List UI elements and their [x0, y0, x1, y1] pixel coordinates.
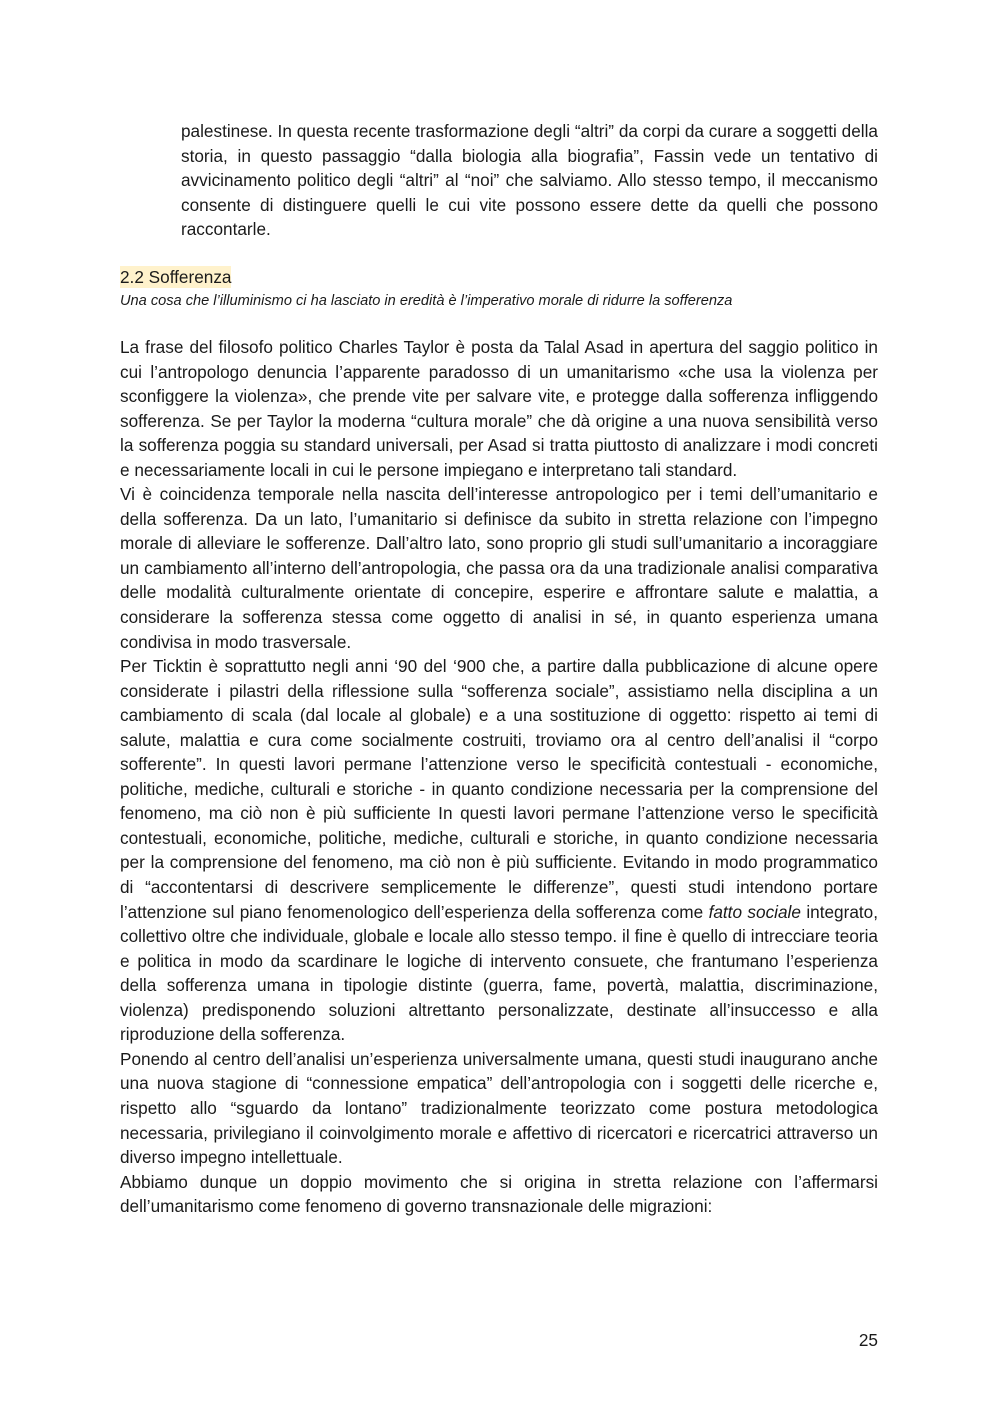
- page-number: 25: [858, 1330, 878, 1350]
- paragraph-3-text-end: integrato, collettivo oltre che individuale, globale e locale allo stesso tempo. il fine è quello di intrecciare teoria e politica in modo da scardinare le logiche di intervento consuete, che frantumano l’esperienza della sofferenza umana in tipologie distinte (guerra, fame, povertà, malattia, discriminazione, violenza) predisponendo soluzioni altrettanto personalizzate, destinate all’insuccesso e alla riproduzione della sofferenza.: [120, 901, 878, 1045]
- paragraph-2: Vi è coincidenza temporale nella nascita dell’interesse antropologico per i temi dell’umanitario e della sofferenza. Da un lato, l’umanitario si definisce da subito in stretta relazione con l’impegno morale di alleviare le sofferenze. Dall’altro lato, sono proprio gli studi sull’umanitario a incoraggiare un cambiamento all’interno dell’antropologia, che passa ora da una tradizionale analisi comparativa delle modalità culturalmente orientate di concepire, esperire e affrontare salute e malattia, a considerare la sofferenza stessa come oggetto di analisi in sé, in quanto esperienza umana condivisa in modo trasversale.: [120, 484, 878, 652]
- section-epigraph: Una cosa che l’illuminismo ci ha lasciato in eredità è l’imperativo morale di ridurre la sofferenza: [120, 293, 733, 309]
- paragraph-5: Abbiamo dunque un doppio movimento che si origina in stretta relazione con l’affermarsi dell’umanitarismo come fenomeno di governo transnazionale delle migrazioni:: [120, 1171, 878, 1217]
- section-heading: 2.2 Sofferenza: [120, 267, 232, 287]
- paragraph-4: Ponendo al centro dell’analisi un’esperienza universalmente umana, questi studi inaugurano anche una nuova stagione di “connessione empatica” dell’antropologia con i soggetti delle ricerche e, rispetto allo “sguardo da lontano” tradizionalmente teorizzato come postura metodologica necessaria, privilegiano il coinvolgimento morale e affettivo di ricercatori e ricercatrici attraverso un diverso impegno intellettuale.: [120, 1048, 878, 1168]
- indented-quote-continuation: palestinese. In questa recente trasformazione degli “altri” da corpi da curare a soggetti della storia, in questo passaggio “dalla biologia alla biografia”, Fassin vede un tentativo di avvicinamento politico degli “altri” al “noi” che salviamo. Allo stesso tempo, il meccanismo consente di distinguere quelli le cui vite possono essere dette da quelli che possono raccontarle.: [181, 121, 878, 240]
- paragraph-3-text-start: Per Ticktin è soprattutto negli anni ‘90 del ‘900 che, a partire dalla pubblicazione di alcune opere considerate i pilastri della riflessione sulla “sofferenza sociale”, assistiamo nella disciplina a un cambiamento di scala (dal locale al globale) e a una sostituzione di oggetto: rispetto ai temi di salute, malattia e cura come socialmente costruiti, troviamo ora al centro dell’analisi il “corpo sofferente”. In questi lavori permane l’attenzione verso le specificità contestuali - economiche, politiche, mediche, culturali e storiche - in quanto condizione necessaria per la comprensione del fenomeno, ma ciò non è più sufficiente In questi lavori permane l’attenzione verso le specificità contestuali, economiche, politiche, mediche, culturali e storiche, in quanto condizione necessaria per la comprensione del fenomeno, ma ciò non è più sufficiente. Evitando in modo programmatico di “accontentarsi di descrivere semplicemente le differenze”, questi studi intendono portare l’attenzione sul piano fenomenologico dell’esperienza della sofferenza come: [120, 656, 878, 922]
- italic-term: fatto sociale: [708, 901, 801, 922]
- body-text: [120, 335, 878, 1219]
- paragraph-1: La frase del filosofo politico Charles Taylor è posta da Talal Asad in apertura del saggio politico in cui l’antropologo denuncia l’apparente paradosso di un umanitarismo «che usa la violenza per sconfiggere la violenza», che prende vite per salvare vite, e protegge dalla sofferenza infliggendo sofferenza. Se per Taylor la moderna “cultura morale” che dà origine a una nuova sensibilità verso la sofferenza poggia su standard universali, per Asad si tratta piuttosto di analizzare i modi concreti e necessariamente locali in cui le persone impiegano e interpretano tali standard.: [120, 337, 878, 480]
- paragraph-3: [120, 654, 878, 1047]
